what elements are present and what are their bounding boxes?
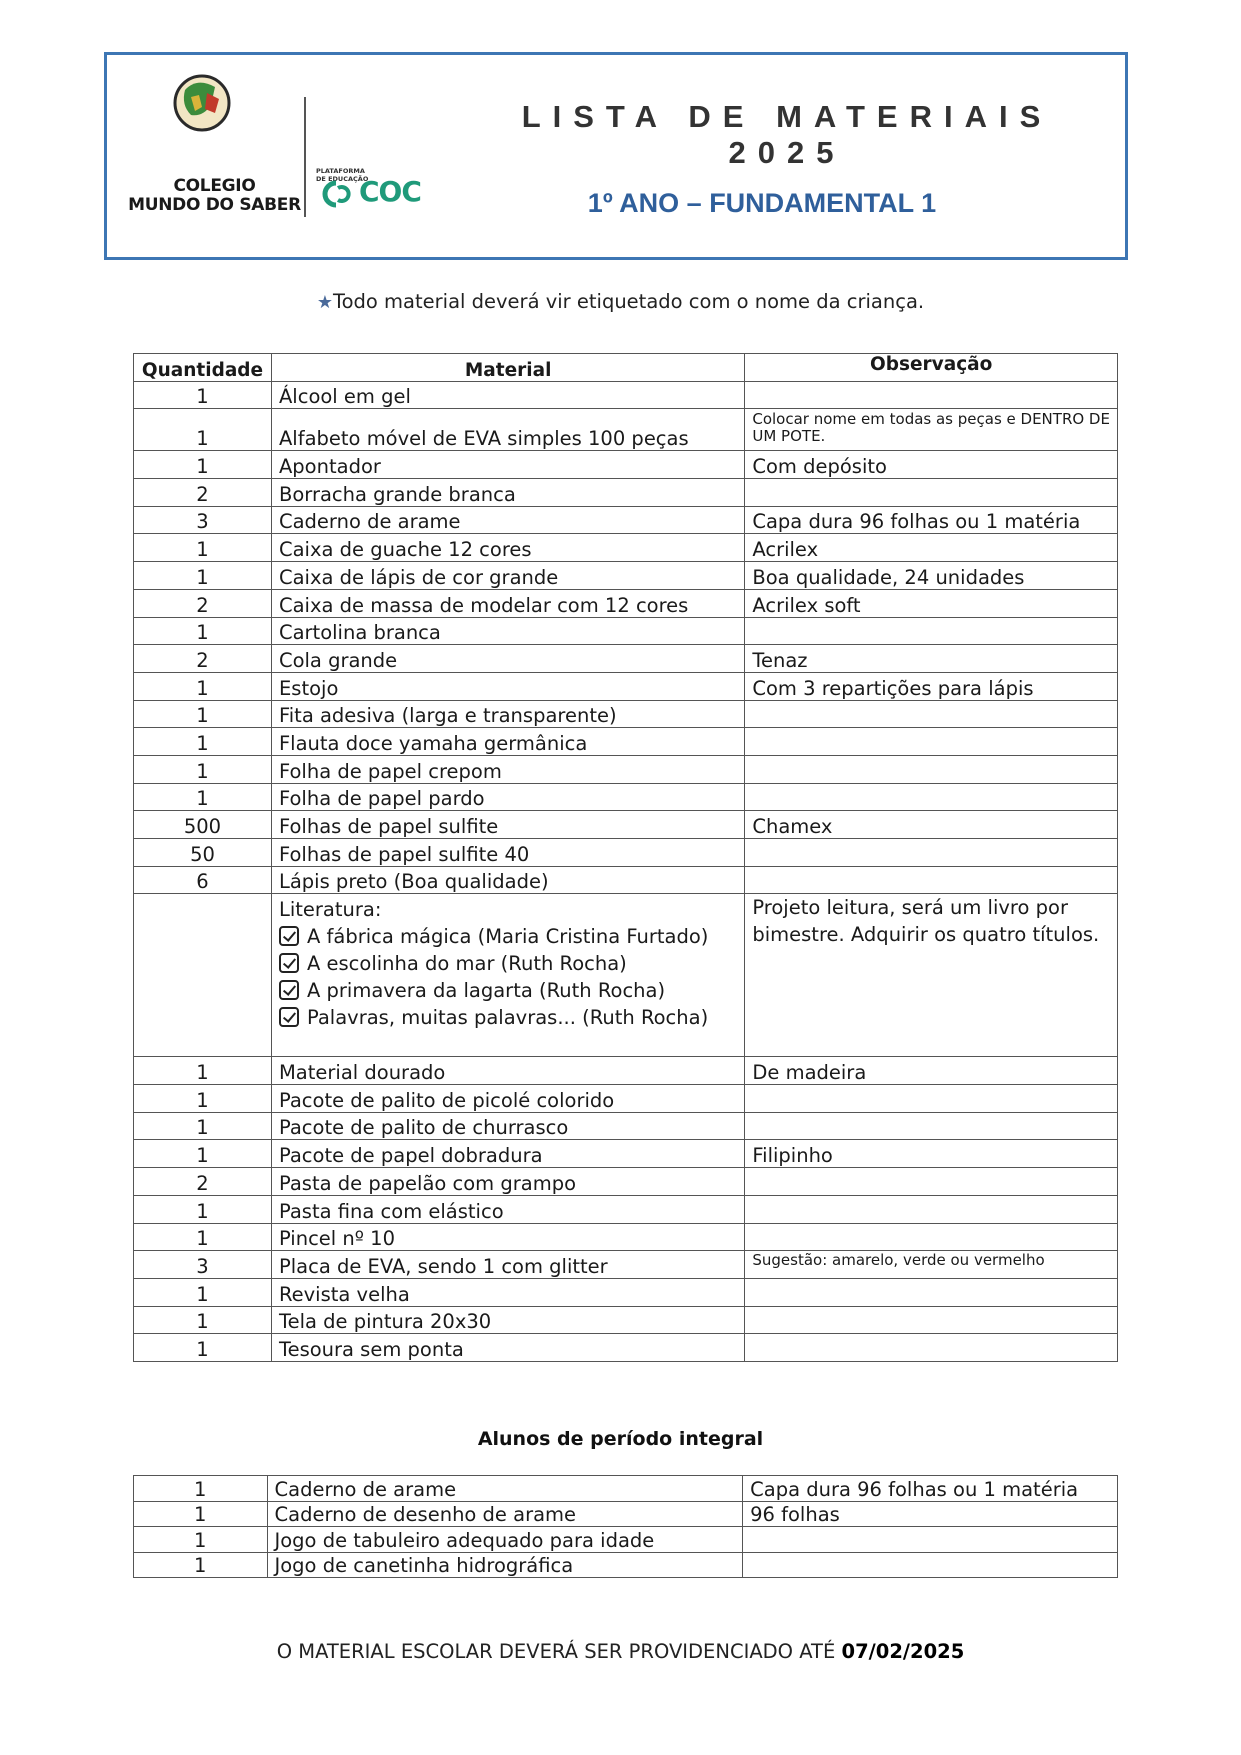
table-row xyxy=(134,866,1118,894)
row-material: Folhas de papel sulfite 40 xyxy=(271,839,744,867)
header-box xyxy=(104,52,1128,260)
column-header-observation: Observação xyxy=(745,354,1118,382)
table-row xyxy=(134,755,1118,783)
row-obs: Filipinho xyxy=(745,1140,1118,1168)
table-row xyxy=(134,1112,1118,1140)
row-obs: Boa qualidade, 24 unidades xyxy=(745,562,1118,590)
row-qty: 1 xyxy=(134,1085,272,1113)
row-obs xyxy=(745,728,1118,756)
book-title: A escolinha do mar (Ruth Rocha) xyxy=(306,952,627,976)
checkbox-checked-icon xyxy=(279,926,299,946)
row-material: Jogo de tabuleiro adequado para idade xyxy=(267,1527,743,1553)
table-row xyxy=(134,1140,1118,1168)
row-qty: 1 xyxy=(134,534,272,562)
row-qty: 1 xyxy=(134,562,272,590)
row-material: Caixa de guache 12 cores xyxy=(271,534,744,562)
row-obs: Colocar nome em todas as peças e DENTRO DE UM POTE. xyxy=(745,409,1118,451)
table-row xyxy=(134,451,1118,479)
row-material: Apontador xyxy=(271,451,744,479)
row-qty: 1 xyxy=(134,451,272,479)
row-material: Folha de papel crepom xyxy=(271,755,744,783)
row-obs xyxy=(745,1168,1118,1196)
row-material: Borracha grande branca xyxy=(271,479,744,507)
table-row xyxy=(134,381,1118,409)
row-obs: Sugestão: amarelo, verde ou vermelho xyxy=(745,1251,1118,1279)
footer-date: 07/02/2025 xyxy=(841,1640,965,1663)
book-title: A primavera da lagarta (Ruth Rocha) xyxy=(306,979,666,1003)
row-obs xyxy=(743,1527,1118,1553)
platform-label-line2: DE EDUCAÇÃO xyxy=(316,175,369,183)
table-row xyxy=(134,1251,1118,1279)
book-title: Palavras, muitas palavras... (Ruth Rocha) xyxy=(306,1006,709,1030)
row-material: Pasta fina com elástico xyxy=(271,1195,744,1223)
row-qty: 2 xyxy=(134,479,272,507)
table-row xyxy=(134,1552,1118,1578)
row-material: Cartolina branca xyxy=(271,617,744,645)
table-row xyxy=(134,728,1118,756)
row-obs: Tenaz xyxy=(745,645,1118,673)
row-obs xyxy=(745,1195,1118,1223)
row-qty: 2 xyxy=(134,645,272,673)
page-subtitle: 1º ANO – FUNDAMENTAL 1 xyxy=(587,188,937,218)
row-obs xyxy=(745,783,1118,811)
deadline-footer xyxy=(0,1640,1241,1663)
row-material: Caderno de arame xyxy=(267,1476,743,1502)
row-obs: 96 folhas xyxy=(743,1501,1118,1527)
literature-book xyxy=(279,1004,737,1031)
row-material: Pacote de palito de picolé colorido xyxy=(271,1085,744,1113)
materials-table xyxy=(133,353,1118,1362)
school-name xyxy=(127,177,302,215)
row-qty: 3 xyxy=(134,1251,272,1279)
table-row xyxy=(134,1527,1118,1553)
row-qty: 1 xyxy=(134,1140,272,1168)
integral-section-title: Alunos de período integral xyxy=(477,1428,764,1450)
row-qty: 1 xyxy=(134,1057,272,1085)
row-qty: 3 xyxy=(134,506,272,534)
row-qty: 1 xyxy=(134,1501,268,1527)
row-material: Caderno de arame xyxy=(271,506,744,534)
table-row xyxy=(134,783,1118,811)
row-qty: 2 xyxy=(134,1168,272,1196)
literature-book xyxy=(279,977,737,1004)
row-obs xyxy=(745,866,1118,894)
row-qty: 1 xyxy=(134,1112,272,1140)
table-row xyxy=(134,1476,1118,1502)
table-row xyxy=(134,506,1118,534)
row-qty: 500 xyxy=(134,811,272,839)
row-qty: 1 xyxy=(134,1476,268,1502)
row-material: Tesoura sem ponta xyxy=(271,1334,744,1362)
row-obs xyxy=(745,479,1118,507)
integral-materials-table xyxy=(133,1475,1118,1578)
row-obs xyxy=(745,700,1118,728)
row-qty: 1 xyxy=(134,672,272,700)
row-material: Material dourado xyxy=(271,1057,744,1085)
row-material: Placa de EVA, sendo 1 com glitter xyxy=(271,1251,744,1279)
coc-logo-icon xyxy=(316,179,356,209)
table-row xyxy=(134,645,1118,673)
footer-text: O MATERIAL ESCOLAR DEVERÁ SER PROVIDENCIADO ATÉ xyxy=(276,1640,836,1663)
school-name-line1: COLEGIO xyxy=(173,176,256,196)
row-qty: 6 xyxy=(134,866,272,894)
column-header-material: Material xyxy=(271,354,744,382)
table-header-row xyxy=(134,354,1118,382)
row-qty: 1 xyxy=(134,728,272,756)
star-icon: ★ xyxy=(316,292,334,313)
row-material: Pacote de palito de churrasco xyxy=(271,1112,744,1140)
literature-book xyxy=(279,923,737,950)
row-material: Caixa de lápis de cor grande xyxy=(271,562,744,590)
row-qty: 1 xyxy=(134,381,272,409)
row-material: Álcool em gel xyxy=(271,381,744,409)
row-qty: 1 xyxy=(134,1306,272,1334)
row-obs: Chamex xyxy=(745,811,1118,839)
checkbox-checked-icon xyxy=(279,1007,299,1027)
row-obs xyxy=(745,1112,1118,1140)
page-title: LISTA DE MATERIAIS 2025 xyxy=(521,99,1053,170)
table-row xyxy=(134,1085,1118,1113)
row-material: Tela de pintura 20x30 xyxy=(271,1306,744,1334)
logo-divider xyxy=(304,97,306,217)
row-obs xyxy=(745,755,1118,783)
table-row xyxy=(134,534,1118,562)
table-row xyxy=(134,1501,1118,1527)
row-obs xyxy=(745,617,1118,645)
table-row xyxy=(134,1195,1118,1223)
literature-book xyxy=(279,950,737,977)
row-obs xyxy=(745,1334,1118,1362)
book-title: A fábrica mágica (Maria Cristina Furtado) xyxy=(306,925,709,949)
row-material: Caderno de desenho de arame xyxy=(267,1501,743,1527)
row-obs: Capa dura 96 folhas ou 1 matéria xyxy=(745,506,1118,534)
row-qty: 2 xyxy=(134,589,272,617)
table-row xyxy=(134,839,1118,867)
row-material: Estojo xyxy=(271,672,744,700)
row-qty: 1 xyxy=(134,1552,268,1578)
table-row xyxy=(134,1278,1118,1306)
row-qty: 1 xyxy=(134,617,272,645)
literature-cell xyxy=(271,894,744,1057)
row-obs: Acrilex soft xyxy=(745,589,1118,617)
row-obs: Acrilex xyxy=(745,534,1118,562)
row-qty: 1 xyxy=(134,755,272,783)
row-qty: 1 xyxy=(134,1195,272,1223)
table-row xyxy=(134,1334,1118,1362)
table-row xyxy=(134,1306,1118,1334)
literature-obs: Projeto leitura, será um livro por bimestre. Adquirir os quatro títulos. xyxy=(745,894,1118,1057)
table-row xyxy=(134,562,1118,590)
notice-text: Todo material deverá vir etiquetado com o nome da criança. xyxy=(333,290,925,313)
row-material: Pincel nº 10 xyxy=(271,1223,744,1251)
row-material: Caixa de massa de modelar com 12 cores xyxy=(271,589,744,617)
row-obs xyxy=(745,1223,1118,1251)
platform-label-line1: PLATAFORMA xyxy=(316,167,365,175)
label-notice xyxy=(0,290,1241,313)
row-obs: Com depósito xyxy=(745,451,1118,479)
row-obs: Capa dura 96 folhas ou 1 matéria xyxy=(743,1476,1118,1502)
row-material: Pasta de papelão com grampo xyxy=(271,1168,744,1196)
row-obs: De madeira xyxy=(745,1057,1118,1085)
row-material: Cola grande xyxy=(271,645,744,673)
row-qty: 1 xyxy=(134,1334,272,1362)
table-row xyxy=(134,672,1118,700)
row-obs xyxy=(745,381,1118,409)
literature-heading: Literatura: xyxy=(278,898,382,922)
row-material: Pacote de papel dobradura xyxy=(271,1140,744,1168)
school-name-line2: MUNDO DO SABER xyxy=(128,195,301,215)
row-qty: 50 xyxy=(134,839,272,867)
row-material: Folha de papel pardo xyxy=(271,783,744,811)
checkbox-checked-icon xyxy=(279,953,299,973)
row-material: Revista velha xyxy=(271,1278,744,1306)
literature-row xyxy=(134,894,1118,1057)
row-obs xyxy=(745,839,1118,867)
row-qty: 1 xyxy=(134,409,272,451)
row-qty: 1 xyxy=(134,1527,268,1553)
row-qty: 1 xyxy=(134,700,272,728)
table-row xyxy=(134,617,1118,645)
row-obs xyxy=(743,1552,1118,1578)
table-row xyxy=(134,589,1118,617)
row-obs xyxy=(745,1085,1118,1113)
table-row xyxy=(134,1168,1118,1196)
table-row xyxy=(134,479,1118,507)
row-material: Folhas de papel sulfite xyxy=(271,811,744,839)
row-material: Lápis preto (Boa qualidade) xyxy=(271,866,744,894)
row-qty: 1 xyxy=(134,1223,272,1251)
table-row xyxy=(134,700,1118,728)
row-material: Alfabeto móvel de EVA simples 100 peças xyxy=(271,409,744,451)
table-row xyxy=(134,1223,1118,1251)
column-header-quantity: Quantidade xyxy=(134,354,272,382)
row-obs: Com 3 repartições para lápis xyxy=(745,672,1118,700)
row-qty: 1 xyxy=(134,783,272,811)
brand-name: COC xyxy=(359,175,421,208)
row-qty: 1 xyxy=(134,1278,272,1306)
row-material: Fita adesiva (larga e transparente) xyxy=(271,700,744,728)
row-obs xyxy=(745,1278,1118,1306)
checkbox-checked-icon xyxy=(279,980,299,1000)
row-material: Flauta doce yamaha germânica xyxy=(271,728,744,756)
row-obs xyxy=(745,1306,1118,1334)
table-row xyxy=(134,1057,1118,1085)
row-material: Jogo de canetinha hidrográfica xyxy=(267,1552,743,1578)
literature-qty xyxy=(134,894,272,1057)
table-row xyxy=(134,409,1118,451)
table-row xyxy=(134,811,1118,839)
